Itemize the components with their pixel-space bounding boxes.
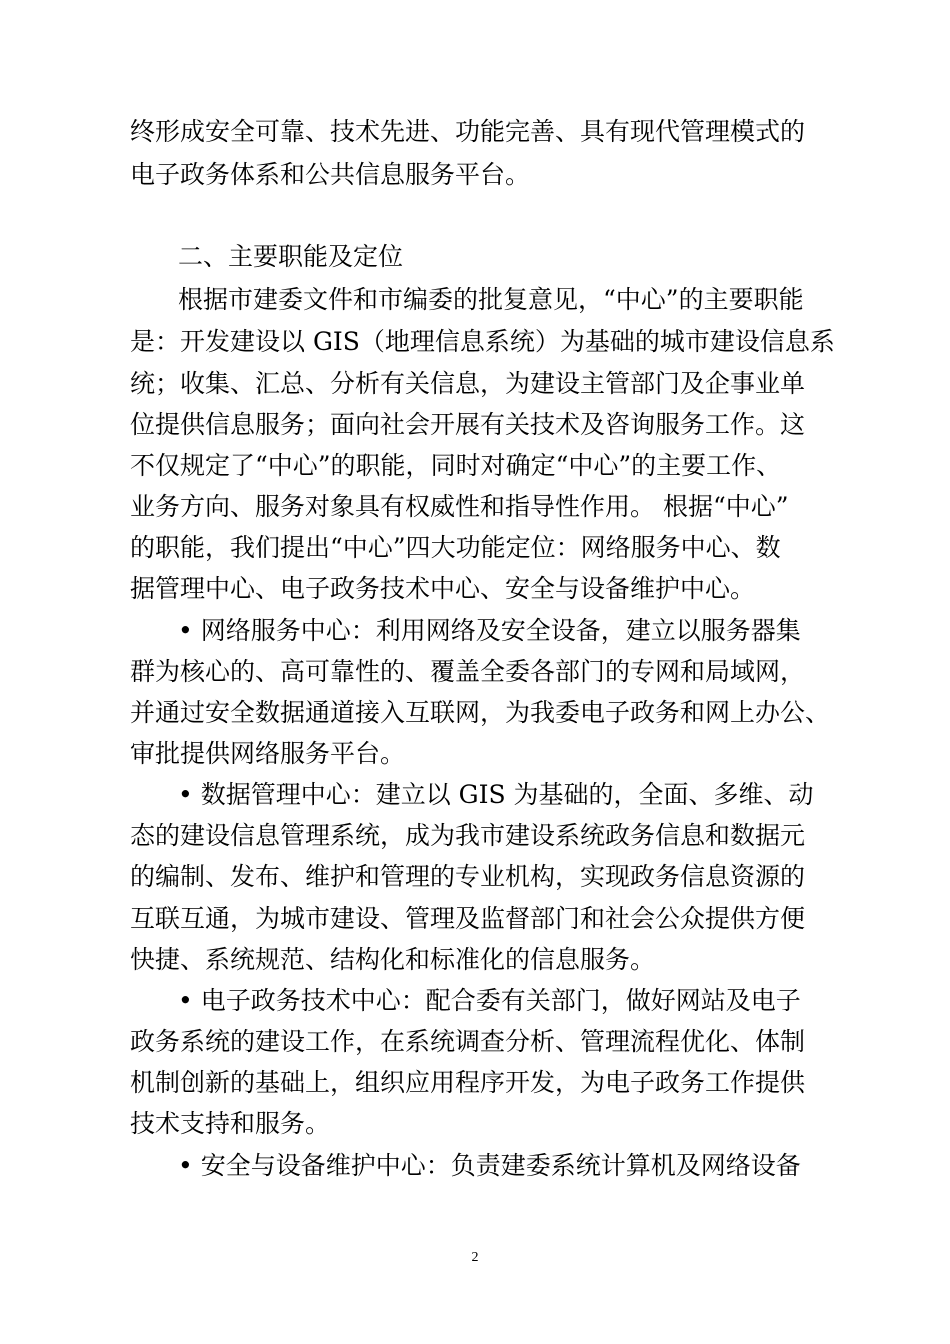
bullet-security-maintenance-center: • 安全与设备维护中心：负责建委系统计算机及网络设备 [178,1151,801,1180]
bullet-data-line: 快捷、系统规范、结构化和标准化的信息服务。 [130,945,656,974]
intro-line: 电子政务体系和公共信息服务平台。 [130,160,531,189]
bullet-network-line: 群为核心的、高可靠性的、覆盖全委各部门的专网和局域网， [130,657,806,686]
bullet-data-line: 的编制、发布、维护和管理的专业机构，实现政务信息资源的 [130,862,806,891]
paragraph-line: 根据市建委文件和市编委的批复意见，“中心”的主要职能 [178,285,804,314]
bullet-data-management-center: • 数据管理中心：建立以 GIS 为基础的，全面、多维、动 [178,780,814,809]
paragraph-line: 是：开发建设以 GIS（地理信息系统）为基础的城市建设信息系 [130,327,835,356]
paragraph-line: 不仅规定了“中心”的职能，同时对确定“中心”的主要工作、 [130,451,782,480]
paragraph-line: 位提供信息服务；面向社会开展有关技术及咨询服务工作。这 [130,410,806,439]
paragraph-line: 的职能，我们提出“中心”四大功能定位：网络服务中心、数 [130,533,781,562]
bullet-data-line: 互联互通，为城市建设、管理及监督部门和社会公众提供方便 [130,904,806,933]
bullet-network-line: 审批提供网络服务平台。 [130,739,406,768]
bullet-egov-technology-center: • 电子政务技术中心：配合委有关部门，做好网站及电子 [178,986,801,1015]
paragraph-line: 据管理中心、电子政务技术中心、安全与设备维护中心。 [130,574,756,603]
bullet-data-line: 态的建设信息管理系统，成为我市建设系统政务信息和数据元 [130,821,806,850]
paragraph-line: 业务方向、服务对象具有权威性和指导性作用。 根据“中心” [130,492,789,521]
bullet-egov-line: 技术支持和服务。 [130,1109,331,1138]
page-number: 2 [471,1250,479,1265]
bullet-network-line: 并通过安全数据通道接入互联网，为我委电子政务和网上办公、 [130,698,831,727]
intro-line: 终形成安全可靠、技术先进、功能完善、具有现代管理模式的 [130,117,806,146]
bullet-egov-line: 机制创新的基础上，组织应用程序开发，为电子政务工作提供 [130,1068,806,1097]
section-heading: 二、主要职能及定位 [178,242,404,271]
paragraph-line: 统；收集、汇总、分析有关信息，为建设主管部门及企事业单 [130,369,806,398]
bullet-network-service-center: • 网络服务中心：利用网络及安全设备，建立以服务器集 [178,616,801,645]
bullet-egov-line: 政务系统的建设工作，在系统调查分析、管理流程优化、体制 [130,1027,806,1056]
